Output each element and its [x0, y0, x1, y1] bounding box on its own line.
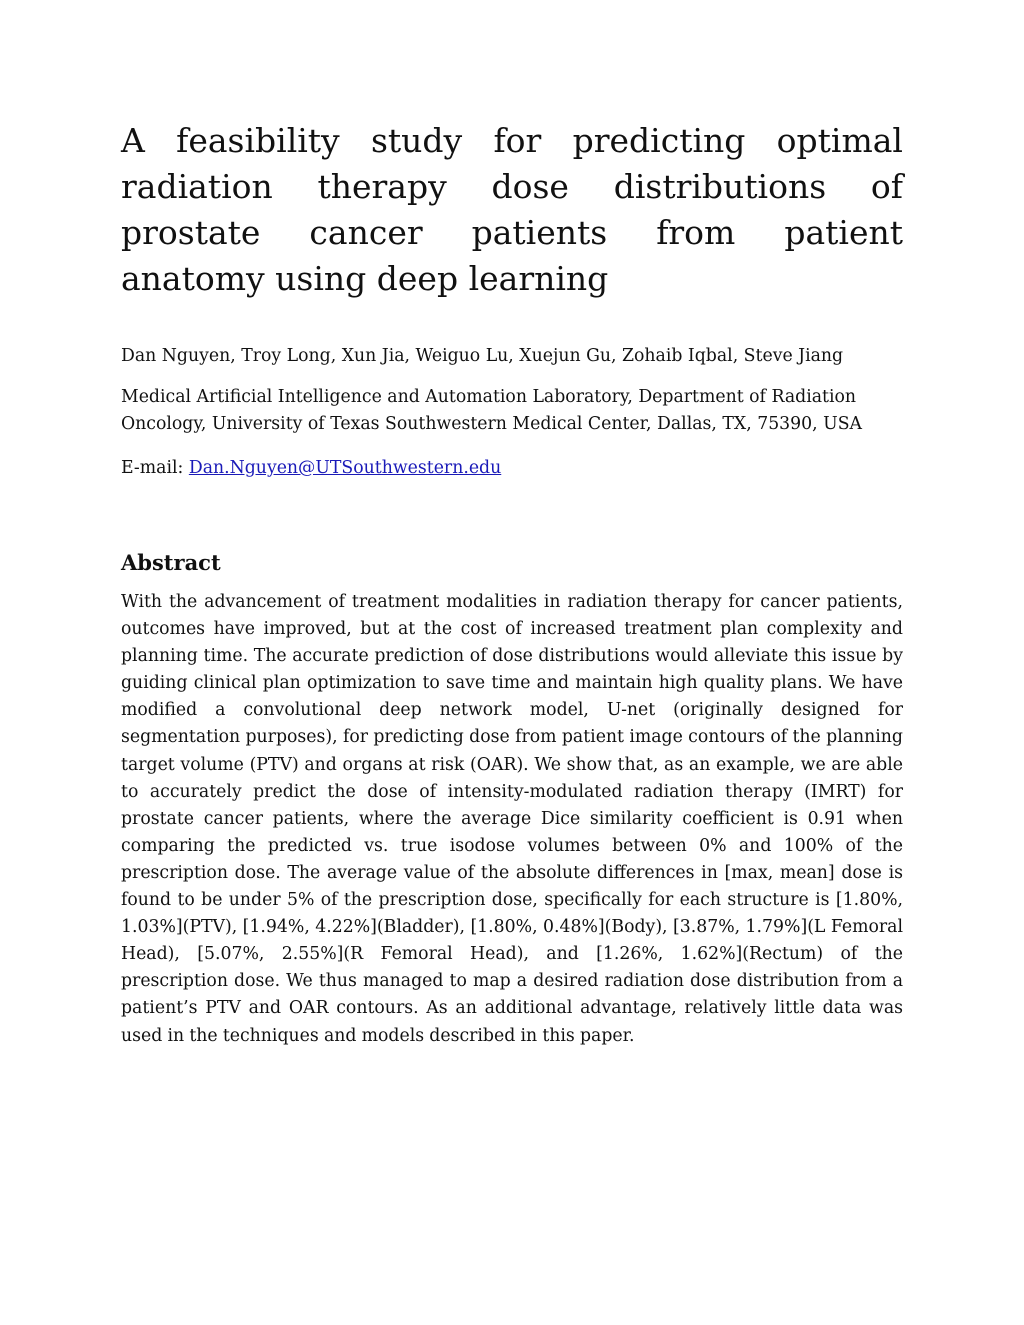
affiliation: Medical Artificial Intelligence and Automation Laboratory, Department of Radiation Oncology, University of Texas Southwestern Medical Center, Dallas, TX, 75390, USA	[121, 387, 863, 434]
paper-page	[121, 118, 903, 1050]
email-line	[121, 454, 903, 482]
abstract-heading: Abstract	[121, 550, 221, 575]
author-list: Dan Nguyen, Troy Long, Xun Jia, Weiguo Lu, Xuejun Gu, Zohaib Iqbal, Steve Jiang	[121, 346, 844, 366]
email-label: E-mail:	[121, 458, 189, 478]
abstract-body: With the advancement of treatment modalities in radiation therapy for cancer patients, outcomes have improved, but at the cost of increased treatment plan complexity and planning time. The accurate prediction of dose distributions would alleviate this issue by guiding clinical plan optimization to save time and maintain high quality plans. We have modified a convolutional deep network model, U-net (originally designed for segmentation purposes), for predicting dose from patient image contours of the planning target volume (PTV) and organs at risk (OAR). We show that, as an example, we are able to accurately predict the dose of intensity-modulated radiation therapy (IMRT) for prostate cancer patients, where the average Dice similarity coefficient is 0.91 when comparing the predicted vs. true isodose volumes between 0% and 100% of the prescription dose. The average value of the absolute differences in [max, mean] dose is found to be under 5% of the prescription dose, specifically for each structure is [1.80%, 1.03%](PTV), [1.94%, 4.22%](Bladder), [1.80%, 0.48%](Body), [3.87%, 1.79%](L Femoral Head), [5.07%, 2.55%](R Femoral Head), and [1.26%, 1.62%](Rectum) of the prescription dose. We thus managed to map a desired radiation dose distribution from a patient’s PTV and OAR contours. As an additional advantage, relatively little data was used in the techniques and models described in this paper.	[121, 592, 903, 1046]
email-link[interactable]: Dan.Nguyen@UTSouthwestern.edu	[188, 458, 502, 478]
paper-title: A feasibility study for predicting optimal radiation therapy dose distributions of prostate cancer patients from patient anatomy using deep learning	[121, 121, 903, 298]
